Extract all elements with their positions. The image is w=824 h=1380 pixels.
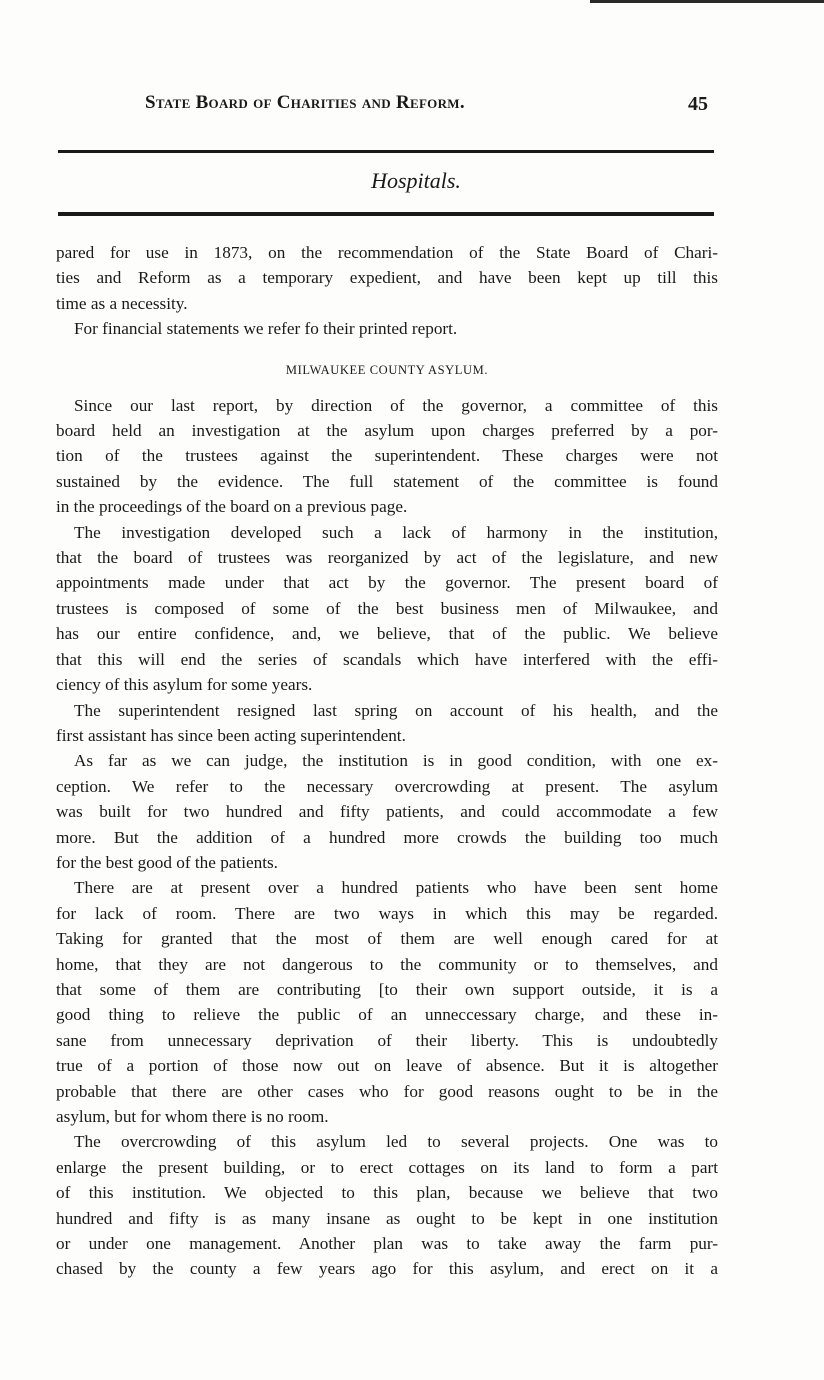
text-line: more. But the addition of a hundred more crowds the building too much	[56, 827, 718, 847]
text-line: time as a necessity.	[56, 293, 188, 313]
text-line: appointments made under that act by the governor. The present board of	[56, 573, 718, 593]
text-line: that some of them are contributing [to their own support outside, it is a	[56, 979, 718, 999]
text-line: enlarge the present building, or to erect cottages on its land to form a part	[56, 1157, 718, 1177]
text-line: was built for two hundred and fifty patients, and could accommodate a few	[56, 802, 718, 822]
text-line: chased by the county a few years ago for this asylum, and erect on it a	[56, 1259, 718, 1279]
running-head-title: State Board of Charities and Reform.	[145, 92, 465, 113]
text-line: The superintendent resigned last spring on account of his health, and the	[74, 700, 718, 720]
paragraph	[56, 240, 718, 316]
text-line: pared for use in 1873, on the recommendation of the State Board of Chari-	[56, 243, 718, 262]
text-line: Since our last report, by direction of the governor, a committee of this	[74, 395, 718, 415]
text-line: There are at present over a hundred patients who have been sent home	[74, 878, 718, 898]
text-line: of this institution. We objected to this plan, because we believe that two	[56, 1183, 718, 1203]
text-line: for lack of room. There are two ways in which this may be regarded.	[56, 903, 718, 923]
text-line: For financial statements we refer fo their printed report.	[74, 319, 458, 339]
body-text	[56, 240, 718, 1282]
subheading: MILWAUKEE COUNTY ASYLUM.	[285, 362, 489, 377]
page-edge-rule	[590, 0, 824, 3]
text-line: true of a portion of those now out on leave of absence. But it is altogether	[56, 1056, 718, 1076]
text-line: sane from unnecessary deprivation of their liberty. This is undoubtedly	[56, 1030, 718, 1050]
text-line: The overcrowding of this asylum led to several projects. One was to	[74, 1132, 718, 1152]
paragraph	[56, 875, 718, 1129]
text-line: The investigation developed such a lack of harmony in the institution,	[74, 522, 718, 542]
text-line: As far as we can judge, the institution is in good condition, with one ex-	[74, 751, 718, 771]
text-line: ception. We refer to the necessary overcrowding at present. The asylum	[56, 776, 718, 796]
text-line: Taking for granted that the most of them are well enough cared for at	[56, 929, 718, 949]
header-rule-top	[58, 150, 714, 153]
paragraph	[56, 316, 718, 341]
text-line: good thing to relieve the public of an unneccessary charge, and these in-	[56, 1005, 718, 1025]
text-line: has our entire confidence, and, we believe, that of the public. We believe	[56, 624, 718, 644]
text-line: hundred and fifty is as many insane as ought to be kept in one institution	[56, 1208, 718, 1228]
text-line: for the best good of the patients.	[56, 852, 278, 872]
text-line: ties and Reform as a temporary expedient, and have been kept up till this	[56, 268, 718, 288]
text-line: asylum, but for whom there is no room.	[56, 1107, 329, 1126]
text-line: that the board of trustees was reorganized by act of the legislature, and new	[56, 548, 718, 568]
paragraph	[56, 1129, 718, 1281]
text-line: trustees is composed of some of the best business men of Milwaukee, and	[56, 598, 718, 618]
text-line: sustained by the evidence. The full statement of the committee is found	[56, 471, 718, 491]
text-line: probable that there are other cases who for good reasons ought to be in the	[56, 1081, 718, 1101]
text-line: that this will end the series of scandals which have interfered with the effi-	[56, 649, 718, 669]
text-line: ciency of this asylum for some years.	[56, 675, 313, 695]
text-line: home, that they are not dangerous to the community or to themselves, and	[56, 954, 718, 974]
text-line: tion of the trustees against the superintendent. These charges were not	[56, 446, 718, 466]
paragraph	[56, 520, 718, 698]
page-number: 45	[688, 93, 708, 115]
header-rule-bottom	[58, 212, 714, 216]
text-line: or under one management. Another plan was to take away the farm pur-	[56, 1234, 718, 1254]
paragraph	[56, 748, 718, 875]
text-line: first assistant has since been acting superintendent.	[56, 725, 406, 745]
section-title: Hospitals.	[371, 168, 461, 193]
paragraph	[56, 698, 718, 749]
paragraph	[56, 393, 718, 520]
text-line: board held an investigation at the asylum upon charges preferred by a por-	[56, 421, 718, 441]
text-line: in the proceedings of the board on a previous page.	[56, 497, 408, 517]
